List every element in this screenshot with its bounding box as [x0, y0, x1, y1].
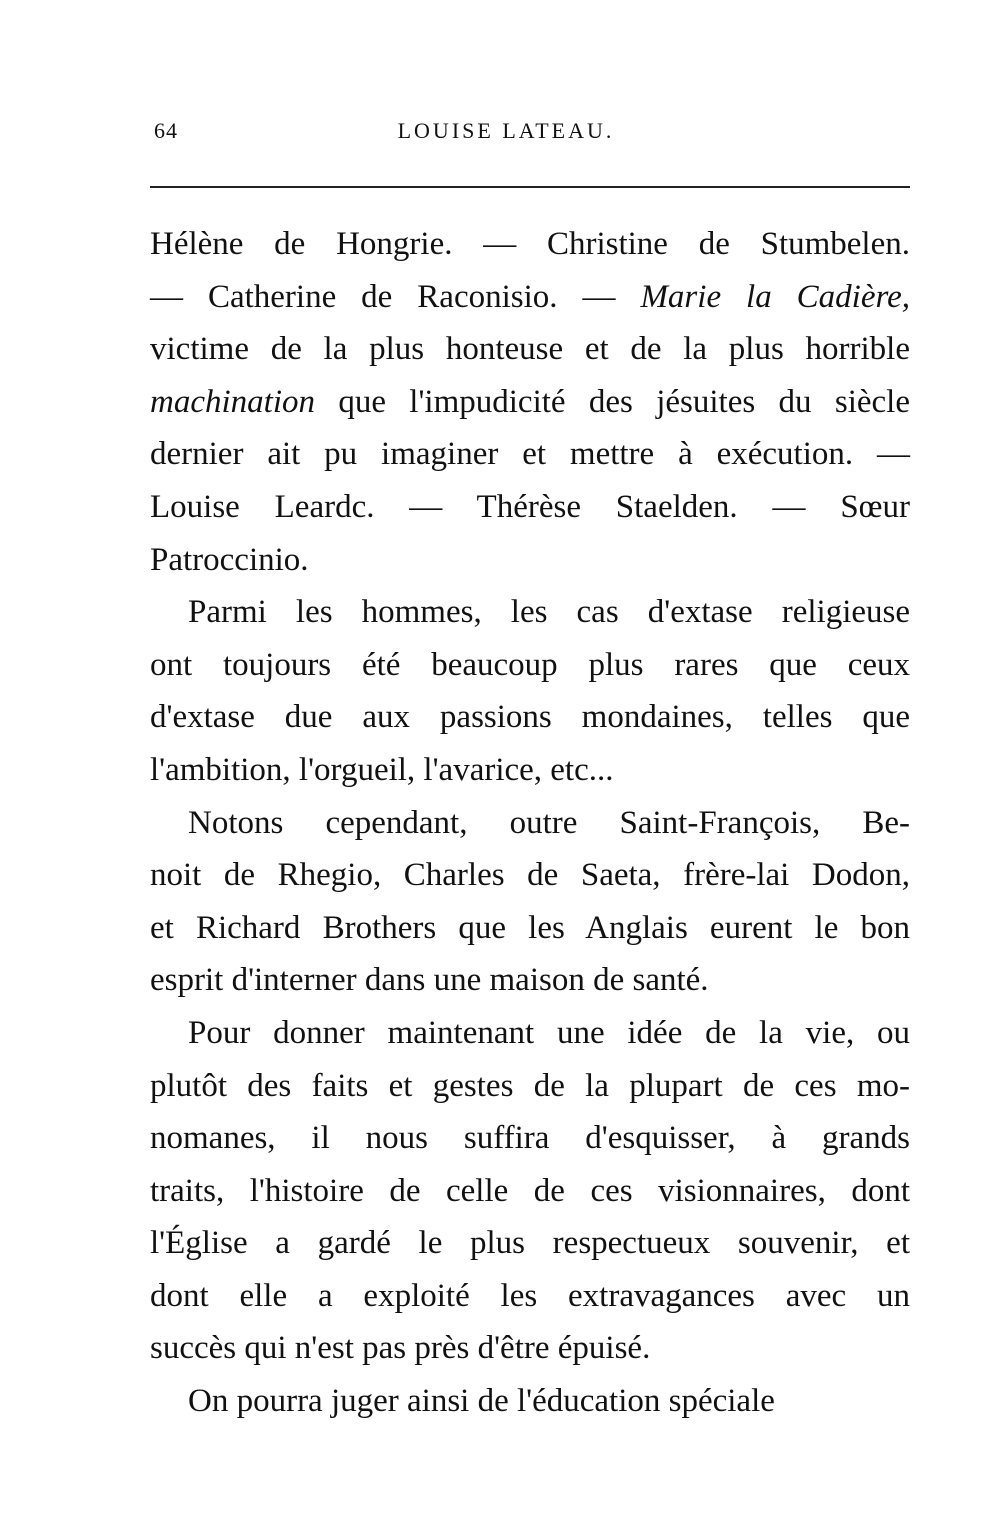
text-segment: nomanes, il nous suffira d'esquisser, à grands — [150, 1120, 910, 1157]
text-segment: et Richard Brothers que les Anglais eurent le bon — [150, 909, 910, 946]
text-line — [150, 902, 910, 955]
text-line — [150, 271, 910, 324]
text-segment: dont elle a exploité les extravagances avec un — [150, 1277, 910, 1314]
text-segment: succès qui n'est pas près d'être épuisé. — [150, 1330, 651, 1367]
paragraph — [150, 1007, 910, 1375]
text-line — [150, 1322, 910, 1375]
header-rule — [150, 186, 910, 188]
text-segment: l'Église a gardé le plus respectueux souvenir, et — [150, 1225, 910, 1262]
text-line — [150, 849, 910, 902]
text-segment: d'extase due aux passions mondaines, telles que — [150, 699, 910, 736]
text-segment: esprit d'interner dans une maison de santé. — [150, 962, 709, 999]
text-segment: Louise Leardc. — Thérèse Staelden. — Sœur — [150, 488, 910, 525]
text-line — [150, 586, 910, 639]
page-number: 64 — [154, 118, 178, 143]
running-title: LOUISE LATEAU. — [397, 118, 615, 143]
text-line — [150, 428, 910, 481]
text-line — [150, 691, 910, 744]
text-line — [150, 1060, 910, 1113]
text-segment: — Catherine de Raconisio. — — [150, 278, 641, 315]
italic-text: machination — [150, 383, 315, 420]
text-line — [150, 744, 910, 797]
text-segment: noit de Rhegio, Charles de Saeta, frère-lai Dodon, — [150, 857, 910, 894]
text-line — [150, 1007, 910, 1060]
text-line — [150, 481, 910, 534]
text-segment: Pour donner maintenant une idée de la vie, ou — [188, 1014, 910, 1051]
italic-text: Marie la Cadière, — [640, 278, 910, 315]
running-head — [150, 118, 910, 158]
text-line — [150, 954, 910, 1007]
paragraph — [150, 218, 910, 586]
text-segment: traits, l'histoire de celle de ces visionnaires, dont — [150, 1172, 910, 1209]
paragraph — [150, 586, 910, 796]
text-line — [150, 1217, 910, 1270]
text-segment: que l'impudicité des jésuites du siècle — [314, 383, 910, 420]
text-segment: Patroccinio. — [150, 541, 309, 578]
paragraph — [150, 797, 910, 1007]
text-segment: plutôt des faits et gestes de la plupart de ces mo- — [150, 1067, 910, 1104]
text-line — [150, 376, 910, 429]
text-line — [150, 1112, 910, 1165]
text-segment: Hélène de Hongrie. — Christine de Stumbelen. — [150, 226, 910, 262]
text-line — [150, 1270, 910, 1323]
text-segment: Notons cependant, outre Saint-François, Be- — [188, 804, 910, 841]
text-segment: victime de la plus honteuse et de la plus horrible — [150, 331, 910, 368]
text-segment: ont toujours été beaucoup plus rares que ceux — [150, 646, 910, 683]
text-line — [150, 1165, 910, 1218]
text-line — [150, 323, 910, 376]
text-line — [150, 639, 910, 692]
text-line — [150, 534, 910, 587]
text-segment: On pourra juger ainsi de l'éducation spéciale — [188, 1383, 775, 1420]
body-text — [150, 218, 910, 1428]
text-segment: dernier ait pu imaginer et mettre à exécution. — — [150, 436, 910, 473]
text-line — [150, 797, 910, 850]
text-segment: l'ambition, l'orgueil, l'avarice, etc... — [150, 751, 614, 788]
text-line — [150, 218, 910, 271]
text-line — [150, 1375, 910, 1428]
paragraph — [150, 1375, 910, 1428]
text-segment: Parmi les hommes, les cas d'extase religieuse — [188, 594, 910, 631]
